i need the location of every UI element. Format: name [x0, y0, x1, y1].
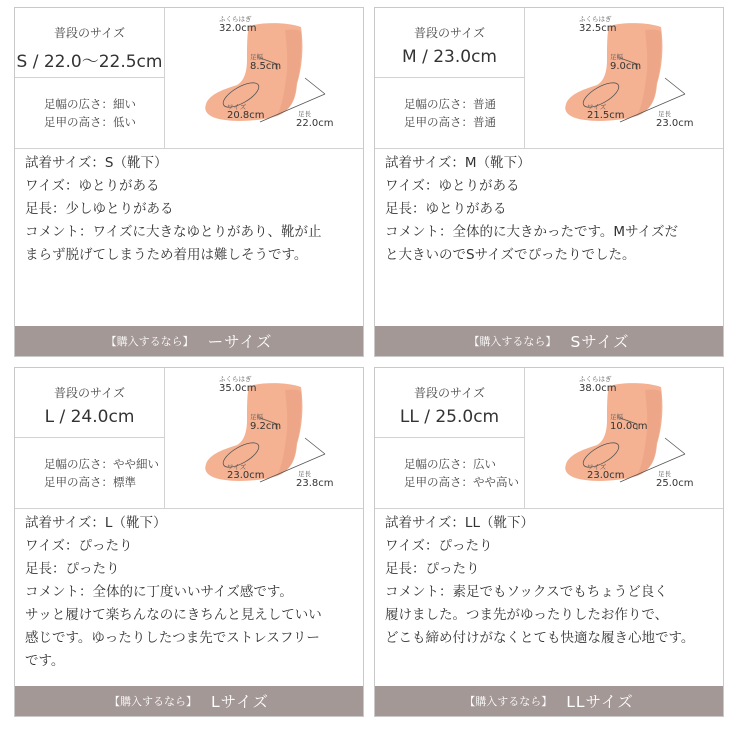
foot-measure-diagram	[165, 8, 363, 148]
foot-measure-diagram	[525, 8, 723, 148]
comment-line: 足長：ぴったり	[25, 561, 120, 577]
instep-height-text: 足甲の高さ：標準	[44, 475, 136, 489]
usual-size-label: 普段のサイズ	[413, 386, 486, 400]
size-card-s	[14, 7, 364, 357]
fitting-comment	[15, 148, 363, 267]
comment-line: 試着サイズ：L（靴下）	[25, 515, 167, 531]
comment-line: コメント：全体的に大きかったです。Mサイズだ	[385, 224, 678, 240]
comment-line: コメント：素足でもソックスでもちょうど良く	[385, 584, 668, 600]
comment-line: 履けました。つま先がゆったりしたお作りで、	[385, 607, 669, 623]
comment-line: と大きいのでSサイズでぴったりでした。	[385, 247, 636, 263]
usual-size-panel	[375, 368, 525, 508]
usual-size-label: 普段のサイズ	[53, 386, 126, 400]
length-label: 足長	[658, 110, 671, 118]
ankle-value: 8.5cm	[250, 61, 282, 72]
size-card-m	[374, 7, 724, 357]
ankle-label: 足幅	[250, 413, 263, 421]
length-line-end	[305, 78, 325, 94]
buy-prefix-label: 【購入するなら】	[105, 335, 194, 348]
calf-value: 32.0cm	[219, 23, 257, 34]
comment-line: ワイズ：ゆとりがある	[25, 178, 160, 194]
comment-line: 感じです。ゆったりしたつま先でストレスフリー	[25, 630, 320, 646]
instep-height-text: 足甲の高さ：低い	[44, 115, 136, 129]
fitting-comment	[15, 508, 363, 673]
wise-value: 23.0cm	[227, 470, 265, 481]
comment-line: まらず脱げてしまうため着用は難しそうです。	[25, 247, 308, 263]
comment-line: ワイズ：ぴったり	[385, 538, 493, 554]
foot-shape-box	[15, 78, 164, 148]
foot-width-text: 足幅の広さ：やや細い	[44, 457, 159, 471]
recommended-size-label: LLサイズ	[566, 693, 634, 711]
ankle-value: 9.0cm	[610, 61, 642, 72]
recommended-size-label: Sサイズ	[570, 333, 630, 351]
usual-size-value: M / 23.0cm	[402, 47, 497, 67]
ankle-value: 9.2cm	[250, 421, 282, 432]
fitting-comment	[375, 508, 723, 650]
wise-label: ワイズ	[587, 103, 607, 111]
ankle-label: 足幅	[610, 53, 623, 61]
ankle-label: 足幅	[250, 53, 263, 61]
comment-line: です。	[25, 653, 65, 669]
ankle-label: 足幅	[610, 413, 623, 421]
usual-size-value: L / 24.0cm	[44, 407, 135, 427]
length-label: 足長	[658, 470, 671, 478]
length-value: 23.8cm	[296, 478, 334, 489]
length-value: 23.0cm	[656, 118, 694, 129]
comment-line: サッと履けて楽ちんなのにきちんと見えしていい	[25, 607, 322, 623]
calf-label: ふくらはぎ	[219, 15, 252, 23]
wise-label: ワイズ	[227, 463, 247, 471]
recommended-size-bar[interactable]	[375, 686, 723, 716]
recommended-size-bar[interactable]	[375, 326, 723, 356]
foot-shape-box	[375, 78, 524, 148]
usual-size-panel	[15, 8, 165, 148]
comment-line: どこも締め付けがなくとても快適な履き心地です。	[385, 630, 695, 646]
foot-width-text: 足幅の広さ：広い	[404, 457, 496, 471]
foot-width-text: 足幅の広さ：細い	[44, 97, 136, 111]
comment-line: 足長：少しゆとりがある	[25, 201, 174, 217]
foot-measure-diagram	[165, 368, 363, 508]
comment-line: ワイズ：ゆとりがある	[385, 178, 520, 194]
recommended-size-label: ーサイズ	[207, 333, 273, 351]
comment-line: ワイズ：ぴったり	[25, 538, 133, 554]
size-card-l	[14, 367, 364, 717]
wise-value: 20.8cm	[227, 110, 265, 121]
length-line-end	[665, 438, 685, 454]
usual-size-value: LL / 25.0cm	[399, 407, 500, 427]
length-line-end	[665, 78, 685, 94]
calf-label: ふくらはぎ	[579, 375, 612, 383]
comment-line: 足長：ゆとりがある	[385, 201, 507, 217]
recommended-size-bar[interactable]	[15, 326, 363, 356]
recommended-size-label: Lサイズ	[211, 693, 269, 711]
length-line-end	[305, 438, 325, 454]
usual-size-value: S / 22.0〜22.5cm	[16, 52, 163, 72]
comment-line: 試着サイズ：S（靴下）	[25, 155, 168, 171]
buy-prefix-label: 【購入するなら】	[468, 335, 557, 348]
length-value: 22.0cm	[296, 118, 334, 129]
comment-line: 試着サイズ：M（靴下）	[385, 155, 531, 171]
ankle-value: 10.0cm	[610, 421, 648, 432]
buy-prefix-label: 【購入するなら】	[109, 695, 198, 708]
wise-value: 23.0cm	[587, 470, 625, 481]
foot-shape-box	[375, 438, 524, 508]
usual-size-box	[375, 368, 524, 438]
calf-label: ふくらはぎ	[219, 375, 252, 383]
foot-shape-box	[15, 438, 164, 508]
length-label: 足長	[298, 470, 311, 478]
usual-size-panel	[375, 8, 525, 148]
buy-prefix-label: 【購入するなら】	[464, 695, 553, 708]
wise-value: 21.5cm	[587, 110, 625, 121]
wise-label: ワイズ	[587, 463, 607, 471]
size-card-ll	[374, 367, 724, 717]
foot-width-text: 足幅の広さ：普通	[404, 97, 496, 111]
calf-label: ふくらはぎ	[579, 15, 612, 23]
comment-line: 足長：ぴったり	[385, 561, 480, 577]
instep-height-text: 足甲の高さ：やや高い	[404, 475, 519, 489]
recommended-size-bar[interactable]	[15, 686, 363, 716]
length-value: 25.0cm	[656, 478, 694, 489]
instep-height-text: 足甲の高さ：普通	[404, 115, 496, 129]
length-label: 足長	[298, 110, 311, 118]
foot-measure-diagram	[525, 368, 723, 508]
usual-size-label: 普段のサイズ	[53, 26, 126, 40]
wise-label: ワイズ	[227, 103, 247, 111]
usual-size-box	[15, 8, 164, 78]
comment-line: コメント：ワイズに大きなゆとりがあり、靴が止	[25, 224, 322, 240]
usual-size-panel	[15, 368, 165, 508]
usual-size-box	[375, 8, 524, 78]
calf-value: 32.5cm	[579, 23, 617, 34]
comment-line: コメント：全体的に丁度いいサイズ感です。	[25, 584, 293, 600]
usual-size-box	[15, 368, 164, 438]
calf-value: 35.0cm	[219, 383, 257, 394]
fitting-comment	[375, 148, 723, 267]
calf-value: 38.0cm	[579, 383, 617, 394]
comment-line: 試着サイズ：LL（靴下）	[385, 515, 534, 531]
usual-size-label: 普段のサイズ	[413, 26, 486, 40]
